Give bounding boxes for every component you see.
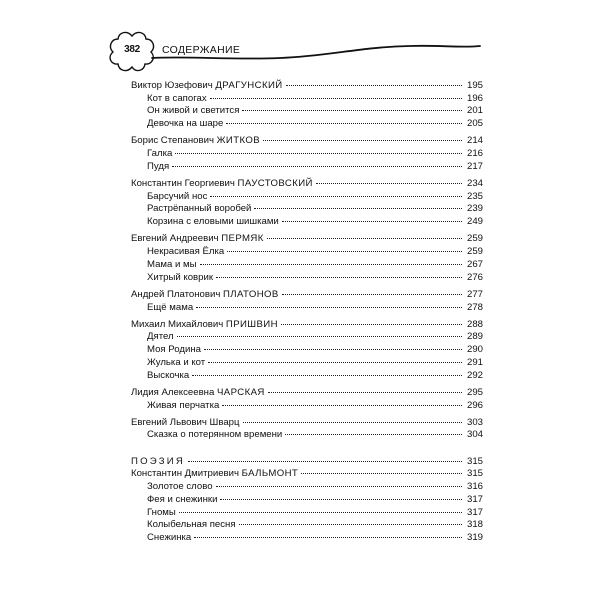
- dot-leader: [216, 486, 462, 487]
- page-ref: 239: [466, 203, 483, 215]
- story-title: Выскочка: [147, 369, 190, 381]
- dot-leader: [179, 512, 462, 513]
- dot-leader: [192, 375, 462, 376]
- page-ref: 290: [466, 344, 483, 356]
- author-surname: ПЛАТОНОВ: [223, 288, 279, 300]
- page-ref: 304: [466, 429, 483, 441]
- section-heading: ПОЭЗИЯ: [131, 455, 185, 467]
- author-surname: ПАУСТОВСКИЙ: [237, 178, 313, 190]
- author-name: [131, 178, 313, 191]
- author-name: [131, 289, 279, 302]
- page-ref: 315: [466, 468, 483, 480]
- toc-story-row: [131, 400, 483, 413]
- dot-leader: [210, 196, 462, 197]
- toc-author-row: [131, 387, 483, 400]
- dot-leader: [204, 349, 462, 350]
- author-name: [131, 233, 264, 246]
- author-surname: БАЛЬМОНТ: [241, 468, 299, 480]
- author-given-names: Евгений Львович Шварц: [131, 416, 240, 428]
- page-ref: 278: [466, 301, 483, 313]
- page-ref: 235: [466, 190, 483, 202]
- dot-leader: [281, 324, 462, 325]
- story-title: Снежинка: [147, 532, 192, 543]
- author-surname: ЖИТКОВ: [216, 135, 260, 147]
- toc-story-row: [131, 161, 483, 174]
- dot-leader: [239, 524, 462, 525]
- author-surname: ДРАГУНСКИЙ: [215, 80, 283, 91]
- toc-story-row: [131, 118, 483, 131]
- page-ref: 317: [466, 506, 483, 518]
- toc-author-row: [131, 468, 483, 481]
- toc-section-row: [131, 456, 483, 469]
- dot-leader: [316, 183, 462, 184]
- author-surname: ПЕРМЯК: [221, 233, 264, 245]
- toc-story-row: [131, 191, 483, 204]
- toc-author-row: [131, 135, 483, 148]
- story-title: Некрасивая Ёлка: [147, 246, 225, 258]
- dot-leader: [226, 123, 462, 124]
- story-title: Жулька и кот: [147, 356, 206, 368]
- dot-leader: [285, 434, 462, 435]
- toc-story-row: [131, 302, 483, 315]
- toc-story-row: [131, 429, 483, 442]
- dot-leader: [194, 537, 462, 538]
- author-given-names: Константин Дмитриевич: [131, 468, 239, 480]
- author-surname: ПРИШВИН: [225, 318, 278, 330]
- page-ref: 259: [466, 246, 483, 258]
- dot-leader: [196, 307, 462, 308]
- page-ref: 259: [466, 233, 483, 245]
- story-title: Сказка о потерянном времени: [147, 429, 283, 441]
- page-ref: 319: [466, 532, 483, 543]
- story-title: Живая перчатка: [147, 399, 220, 411]
- page-ref: 267: [466, 258, 483, 270]
- author-name: [131, 468, 298, 481]
- page-ref: 249: [466, 216, 483, 228]
- dot-leader: [254, 208, 462, 209]
- story-title: Мама и мы: [147, 258, 197, 270]
- toc-author-row: [131, 319, 483, 332]
- page-ref: 291: [466, 356, 483, 368]
- story-title: Корзина с еловыми шишками: [147, 216, 279, 228]
- story-title: Колыбельная песня: [147, 519, 236, 531]
- page-ref: 296: [466, 399, 483, 411]
- author-name: [131, 319, 278, 332]
- dot-leader: [220, 499, 462, 500]
- page-ref: 317: [466, 493, 483, 505]
- story-title: Фея и снежинки: [147, 493, 218, 505]
- page-ref: 276: [466, 271, 483, 283]
- story-title: Гномы: [147, 506, 176, 518]
- page-ref: 292: [466, 369, 483, 381]
- dot-leader: [301, 473, 462, 474]
- dot-leader: [208, 362, 462, 363]
- author-given-names: Лидия Алексеевна: [131, 386, 215, 398]
- dot-leader: [222, 405, 462, 406]
- story-title: Он живой и светится: [147, 105, 240, 117]
- page-ref: 303: [466, 416, 483, 428]
- story-title: Золотое слово: [147, 481, 213, 493]
- dot-leader: [216, 277, 462, 278]
- page-ref: 201: [466, 105, 483, 117]
- page-ref: 318: [466, 519, 483, 531]
- story-title: Хитрый коврик: [147, 271, 214, 283]
- dot-leader: [263, 140, 462, 141]
- toc-story-row: [131, 105, 483, 118]
- story-title: Растрёпанный воробей: [147, 203, 252, 215]
- page-ref: 288: [466, 318, 483, 330]
- toc-story-row: [131, 331, 483, 344]
- story-title: Ещё мама: [147, 301, 194, 313]
- dot-leader: [200, 264, 462, 265]
- toc-story-row: [131, 357, 483, 370]
- toc-story-row: [131, 370, 483, 383]
- toc-story-row: [131, 93, 483, 106]
- dot-leader: [210, 98, 462, 99]
- author-name: [131, 417, 240, 430]
- toc-story-row: [131, 494, 483, 507]
- story-title: Моя Родина: [147, 344, 201, 356]
- header-ornament: [0, 0, 590, 80]
- dot-leader: [286, 85, 462, 86]
- dot-leader: [267, 238, 462, 239]
- dot-leader: [175, 153, 462, 154]
- toc-author-row: [131, 80, 483, 93]
- author-given-names: Константин Георгиевич: [131, 178, 235, 190]
- dot-leader: [177, 336, 462, 337]
- dot-leader: [243, 422, 463, 423]
- author-given-names: Евгений Андреевич: [131, 233, 219, 245]
- dot-leader: [282, 221, 462, 222]
- author-name: [131, 135, 260, 148]
- page-ref: 315: [466, 455, 483, 467]
- toc-story-row: [131, 148, 483, 161]
- dot-leader: [188, 461, 462, 462]
- toc-story-row: [131, 246, 483, 259]
- toc-author-row: [131, 178, 483, 191]
- page-number: 382: [124, 44, 140, 55]
- page-ref: 217: [466, 160, 483, 172]
- story-title: Пудя: [147, 160, 170, 172]
- story-title: Кот в сапогах: [147, 92, 207, 104]
- page-ref: 214: [466, 135, 483, 147]
- toc-author-row: [131, 289, 483, 302]
- author-given-names: Виктор Юзефович: [131, 80, 213, 91]
- dot-leader: [242, 110, 462, 111]
- page-ref: 295: [466, 386, 483, 398]
- page-ref: 316: [466, 481, 483, 493]
- dot-leader: [268, 392, 462, 393]
- toc-author-row: [131, 233, 483, 246]
- dot-leader: [172, 166, 462, 167]
- toc-author-row: [131, 417, 483, 430]
- author-surname: ЧАРСКАЯ: [216, 386, 265, 398]
- author-name: [131, 80, 283, 93]
- page-ref: 195: [466, 80, 483, 91]
- page-ref: 234: [466, 178, 483, 190]
- toc-story-row: [131, 344, 483, 357]
- dot-leader: [227, 251, 462, 252]
- dot-leader: [282, 294, 462, 295]
- toc-story-row: [131, 272, 483, 285]
- toc-story-row: [131, 532, 483, 545]
- page-ref: 289: [466, 331, 483, 343]
- author-given-names: Андрей Платонович: [131, 288, 221, 300]
- page-ref: 205: [466, 118, 483, 130]
- story-title: Барсучий нос: [147, 190, 208, 202]
- author-name: [131, 387, 265, 400]
- story-title: Галка: [147, 148, 173, 160]
- toc-story-row: [131, 216, 483, 229]
- story-title: Дятел: [147, 331, 174, 343]
- toc-story-row: [131, 519, 483, 532]
- story-title: Девочка на шаре: [147, 118, 224, 130]
- author-given-names: Михаил Михайлович: [131, 318, 224, 330]
- section-title: СОДЕРЖАНИЕ: [162, 44, 241, 56]
- table-of-contents: [131, 80, 483, 545]
- toc-story-row: [131, 203, 483, 216]
- page-ref: 196: [466, 92, 483, 104]
- page-ref: 277: [466, 288, 483, 300]
- author-given-names: Борис Степанович: [131, 135, 214, 147]
- toc-story-row: [131, 481, 483, 494]
- toc-story-row: [131, 259, 483, 272]
- toc-story-row: [131, 507, 483, 520]
- page-header: [0, 0, 590, 80]
- page-ref: 216: [466, 148, 483, 160]
